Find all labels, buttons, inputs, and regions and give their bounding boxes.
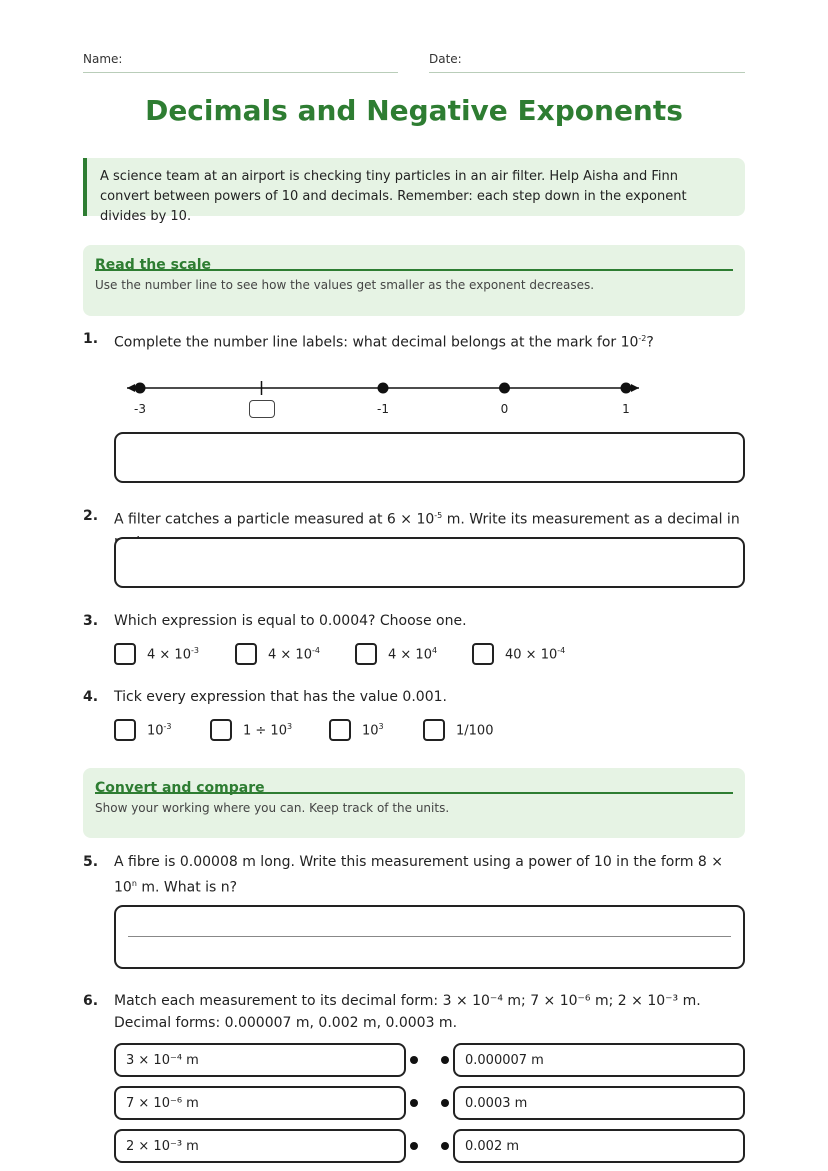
left-arrow-icon xyxy=(127,384,135,392)
answer-box-q2[interactable] xyxy=(114,537,745,588)
option-label: $4 \times 10^4$ xyxy=(388,646,438,663)
date-label: Date: xyxy=(429,52,462,66)
match-left-item[interactable]: 3 × 10⁻⁴ m xyxy=(114,1043,406,1077)
option-label: 1/100 xyxy=(456,723,494,739)
name-label: Name: xyxy=(83,52,123,66)
section-subtitle: Show your working where you can. Keep track of the units. xyxy=(95,801,450,815)
checkbox[interactable] xyxy=(329,719,351,741)
match-dot-right[interactable] xyxy=(441,1056,449,1064)
section-convert-and-compare xyxy=(83,768,745,838)
number-line-label: -3 xyxy=(134,402,146,416)
question-text: Which expression is equal to 0.0004? Choose one. xyxy=(114,613,467,629)
intro-text: A science team at an airport is checking tiny particles in an air filter. Help Aisha and Finn convert between powers of 10 and decimals. Remember: each step down in the exponent divides by 10. xyxy=(100,169,687,224)
match-right-item[interactable]: 0.002 m xyxy=(453,1129,745,1163)
question-number: 1. xyxy=(83,331,99,347)
checkbox[interactable] xyxy=(355,643,377,665)
question-number: 2. xyxy=(83,508,99,524)
question-number: 3. xyxy=(83,613,99,629)
option-label: $4 \times 10^{-4}$ xyxy=(268,646,320,663)
match-dot-left[interactable] xyxy=(410,1099,418,1107)
number-line-blank[interactable] xyxy=(249,400,275,418)
option-label: $10^3$ xyxy=(362,722,384,739)
checkbox[interactable] xyxy=(235,643,257,665)
checkbox[interactable] xyxy=(114,643,136,665)
match-dot-right[interactable] xyxy=(441,1099,449,1107)
number-line-label: 0 xyxy=(500,402,509,416)
section-subtitle: Use the number line to see how the values get smaller as the exponent decreases. xyxy=(95,278,595,292)
number-line-dot xyxy=(499,383,510,394)
match-dot-left[interactable] xyxy=(410,1056,418,1064)
section-read-the-scale xyxy=(83,245,745,316)
number-line-dot xyxy=(135,383,146,394)
checkbox[interactable] xyxy=(210,719,232,741)
match-dot-left[interactable] xyxy=(410,1142,418,1150)
checkbox[interactable] xyxy=(423,719,445,741)
match-dot-right[interactable] xyxy=(441,1142,449,1150)
number-line-dot xyxy=(378,383,389,394)
number-line xyxy=(123,375,653,425)
section-title: Convert and compare xyxy=(95,768,733,794)
answer-box-q1[interactable] xyxy=(114,432,745,483)
checkbox[interactable] xyxy=(114,719,136,741)
match-right-item[interactable]: 0.000007 m xyxy=(453,1043,745,1077)
date-field[interactable] xyxy=(429,52,745,73)
section-title: Read the scale xyxy=(95,245,733,271)
match-left-item[interactable]: 2 × 10⁻³ m xyxy=(114,1129,406,1163)
option-label: $40 \times 10^{-4}$ xyxy=(505,646,566,663)
match-left-item[interactable]: 7 × 10⁻⁶ m xyxy=(114,1086,406,1120)
question-number: 5. xyxy=(83,854,99,870)
number-line-dot xyxy=(621,383,632,394)
name-field[interactable] xyxy=(83,52,398,73)
question-number: 6. xyxy=(83,993,99,1009)
match-right-item[interactable]: 0.0003 m xyxy=(453,1086,745,1120)
number-line-label: 1 xyxy=(622,402,630,416)
question-text: A filter catches a particle measured at $6 \times 10^{-5}$ m. Write its measurement as a decimal in xyxy=(114,511,740,528)
option-label: $10^{-3}$ xyxy=(147,722,172,739)
header-row xyxy=(83,52,745,74)
number-line-axis xyxy=(123,375,653,399)
question-text: Complete the number line labels: what decimal belongs at the mark for $10^{-2}$? xyxy=(114,334,654,351)
question-number: 4. xyxy=(83,689,99,705)
answer-line xyxy=(128,936,731,937)
answer-box-q5[interactable] xyxy=(114,905,745,969)
checkbox[interactable] xyxy=(472,643,494,665)
number-line-label: -1 xyxy=(377,402,389,416)
question-text: Match each measurement to its decimal form: 3 × 10⁻⁴ m; 7 × 10⁻⁶ m; 2 × 10⁻³ m. Decimal forms: 0.000007 m, 0.002 m, 0.0003 m. xyxy=(114,993,701,1031)
right-arrow-icon xyxy=(631,384,639,392)
intro-box xyxy=(83,158,745,224)
question-text: A fibre is 0.00008 m long. Write this measurement using a power of 10 in the form $8 \times 10^n$ m. What is n? xyxy=(114,854,723,896)
option-label: $1 \div 10^3$ xyxy=(243,722,293,739)
question-text: Tick every expression that has the value 0.001. xyxy=(114,689,447,705)
option-label: $4 \times 10^{-3}$ xyxy=(147,646,199,663)
page-title: Decimals and Negative Exponents xyxy=(145,94,683,127)
